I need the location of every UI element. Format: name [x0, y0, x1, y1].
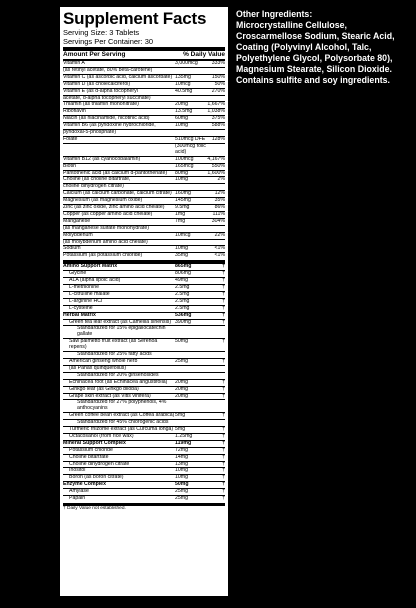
table-row — [63, 284, 225, 291]
table-row — [63, 163, 225, 170]
nutrient-daily-value: † — [222, 439, 225, 446]
nutrient-name: Boron (as boron citrate) — [69, 474, 124, 481]
nutrient-name: Standardized for 25% fatty acids — [77, 351, 152, 358]
nutrient-daily-value: † — [222, 290, 225, 297]
table-row — [63, 319, 225, 326]
nutrient-daily-value: † — [222, 263, 225, 270]
table-row — [63, 156, 225, 163]
nutrient-amount: 7mg — [175, 217, 186, 224]
nutrient-daily-value: 1,038% — [207, 108, 225, 115]
nutrient-amount: 40.5mg — [175, 87, 193, 94]
nutrient-daily-value — [207, 366, 225, 372]
table-row — [63, 419, 225, 426]
other-ingredients — [236, 9, 414, 86]
nutrient-name: Inositol — [69, 467, 86, 474]
nutrient-name: Standardized for 27% polyphenols, 4% anthocyanins — [77, 399, 167, 412]
nutrient-daily-value: † — [222, 311, 225, 318]
nutrient-amount: 9.5mg — [175, 204, 190, 211]
nutrient-daily-value: † — [222, 453, 225, 460]
nutrient-amount: 2.5mg — [175, 290, 190, 297]
nutrient-name: Biotin — [63, 162, 76, 169]
table-row — [63, 81, 225, 88]
table-row — [63, 225, 225, 232]
table-row — [63, 325, 225, 338]
nutrient-daily-value — [207, 68, 225, 74]
nutrient-daily-value — [207, 373, 225, 379]
nutrient-amount: 806mg — [175, 270, 191, 277]
table-row — [63, 136, 225, 143]
nutrient-amount: 10mg — [175, 474, 188, 481]
table-row — [63, 115, 225, 122]
nutrient-amount: 20mg — [175, 385, 188, 392]
nutrient-amount: 160mg — [175, 190, 191, 197]
table-row — [63, 60, 225, 67]
nutrient-name: Green tea leaf extract (as Camellia sinensis) — [69, 318, 172, 325]
table-row — [63, 305, 225, 312]
nutrient-name: (as manganese sulfate monohydrate) — [63, 224, 149, 231]
nutrient-daily-value: † — [222, 318, 225, 325]
nutrient-amount: 14mg — [175, 453, 188, 460]
table-row — [63, 338, 225, 351]
nutrient-daily-value: 50% — [214, 80, 225, 87]
nutrient-amount: 20mg — [175, 101, 188, 108]
nutrient-daily-value: 35% — [214, 197, 225, 204]
nutrient-amount: 72mg — [175, 446, 188, 453]
nutrient-daily-value: 375% — [211, 115, 225, 122]
nutrient-amount: 10mcg — [175, 80, 191, 87]
table-row — [63, 95, 225, 102]
nutrient-daily-value: 270% — [211, 87, 225, 94]
nutrient-name: (as retinyl acetate, 80% beta-carotene) — [63, 66, 153, 73]
footnote: † Daily Value not established. — [63, 503, 225, 512]
nutrient-daily-value: 2% — [217, 176, 225, 183]
nutrient-daily-value: † — [222, 432, 225, 439]
nutrient-daily-value: † — [222, 495, 225, 502]
table-row — [63, 474, 225, 481]
nutrient-name: Standardized for 45% chlorogenic acids — [77, 419, 169, 426]
table-row — [63, 433, 225, 440]
table-row — [63, 252, 225, 259]
table-row — [63, 393, 225, 400]
nutrient-name: Mineral Support Complex — [63, 439, 126, 446]
nutrient-daily-value: <1% — [214, 245, 225, 252]
column-header — [63, 51, 225, 60]
amount-per-serving-header: Amount Per Serving — [63, 51, 126, 58]
nutrient-name: Echinacea root (as Echinacea angustifolia) — [69, 378, 168, 385]
nutrient-daily-value: † — [222, 297, 225, 304]
table-row — [63, 277, 225, 284]
serving-size: Serving Size: 3 Tablets — [63, 28, 140, 37]
nutrient-name: Folate — [63, 135, 78, 142]
table-row — [63, 176, 225, 183]
nutrient-daily-value: † — [222, 338, 225, 345]
nutrient-amount: 100mcg — [175, 155, 194, 162]
nutrient-daily-value: † — [222, 481, 225, 488]
nutrient-name: Choline dihydrogen citrate — [69, 460, 130, 467]
nutrient-name: American ginseng whole herb — [69, 357, 138, 364]
nutrient-amount: 119mg — [175, 439, 192, 446]
nutrient-daily-value: 550% — [211, 162, 225, 169]
nutrient-name: Ginkgo leaf (as Ginkgo biloba) — [69, 385, 139, 392]
table-row — [63, 481, 225, 488]
nutrient-daily-value: 304% — [211, 217, 225, 224]
nutrient-daily-value — [207, 326, 225, 338]
nutrient-amount: 5mg — [175, 412, 186, 419]
table-row — [63, 108, 225, 115]
nutrient-daily-value: 1,600% — [207, 169, 225, 176]
nutrient-daily-value: † — [222, 378, 225, 385]
nutrient-name: Manganese — [63, 217, 91, 224]
nutrient-daily-value: † — [222, 392, 225, 399]
table-row — [63, 218, 225, 225]
nutrient-amount: 510mcg DFE — [175, 135, 206, 142]
nutrient-name: L-arginine HCl — [69, 297, 103, 304]
nutrient-amount — [175, 400, 207, 412]
nutrient-amount: 5mg — [175, 426, 186, 433]
table-row — [63, 440, 225, 447]
other-ingredients-heading: Other Ingredients: — [236, 9, 313, 19]
table-row — [63, 412, 225, 419]
other-ingredients-text: Microcrystalline Cellulose, Croscarmellose Sodium, Stearic Acid, Coating (Polyvinyl Alcohol, Talc, Polyethylene Glycol, Polysorbate 80), Magnesium Stearate, Silicon Dioxide. — [236, 20, 395, 74]
table-row — [63, 488, 225, 495]
nutrient-amount: 49mg — [175, 277, 188, 284]
nutrient-daily-value: † — [222, 277, 225, 284]
supplement-facts-panel — [60, 7, 228, 596]
nutrient-amount: 3,000mcg — [175, 60, 198, 66]
nutrient-amount: 2.5mg — [175, 284, 190, 290]
nutrient-amount — [175, 366, 207, 372]
nutrient-name: Vitamin E (as d-alpha tocopheryl — [63, 87, 138, 94]
nutrient-amount: 10mg — [175, 467, 188, 474]
table-row — [63, 461, 225, 468]
table-row — [63, 101, 225, 108]
nutrient-amount: 80mg — [175, 169, 188, 176]
nutrient-daily-value: † — [222, 385, 225, 392]
nutrient-name: Zinc (as zinc oxide, zinc amino acid chelate) — [63, 204, 165, 211]
nutrient-name: Choline bitartrate — [69, 453, 109, 460]
nutrient-name: Enzyme Complex — [63, 481, 106, 488]
nutrient-amount: 10mg — [175, 245, 188, 252]
servings-per-container: Servings Per Container: 30 — [63, 37, 154, 46]
table-row — [63, 211, 225, 218]
panel-title: Supplement Facts — [63, 9, 207, 28]
nutrient-name: Sodium — [63, 245, 81, 252]
nutrient-amount: 10mg — [175, 122, 188, 129]
nutrient-daily-value: † — [222, 488, 225, 495]
nutrient-name: Potassium (as potassium chloride) — [63, 252, 143, 259]
nutrient-daily-value: † — [222, 426, 225, 433]
nutrient-name: Vitamin A — [63, 60, 85, 66]
nutrient-amount: (300mcg folic acid) — [175, 142, 206, 155]
nutrient-name: Riboflavin — [63, 108, 86, 115]
nutrient-name: Octacosanol (from rice wax) — [69, 432, 134, 439]
table-row — [63, 495, 225, 502]
nutrient-name: Vitamin C (as ascorbic acid, calcium ascorbate) — [63, 73, 173, 80]
nutrient-name: Vitamin D (as cholecalciferol) — [63, 80, 131, 87]
nutrient-daily-value: 111% — [212, 210, 225, 217]
nutrient-name: Pantothenic acid (as calcium d-pantothenate) — [63, 169, 168, 176]
nutrient-amount — [175, 226, 207, 232]
nutrient-amount: 165mcg — [175, 162, 194, 169]
nutrient-amount: 50mg — [175, 481, 189, 488]
table-row — [63, 426, 225, 433]
nutrient-daily-value: 86% — [214, 204, 225, 211]
nutrient-name: Vitamin B6 (as pyridoxine hydrochloride, — [63, 122, 156, 129]
nutrient-daily-value: 12% — [214, 190, 225, 197]
blend-rows — [63, 263, 225, 502]
nutrient-amount — [175, 326, 207, 338]
table-row — [63, 372, 225, 379]
allergen-note: Contains sulfite and soy ingredients. — [236, 75, 390, 85]
nutrient-name: Amylase — [69, 488, 89, 495]
table-row — [63, 67, 225, 74]
nutrient-amount: 25mg — [175, 357, 188, 364]
nutrient-name: Papain — [69, 495, 86, 502]
nutrient-name: L-methionine — [69, 284, 99, 290]
nutrient-amount: 35mg — [175, 252, 188, 259]
table-row — [63, 270, 225, 277]
table-row — [63, 365, 225, 372]
nutrient-daily-value: † — [222, 446, 225, 453]
nutrient-name: Herbal Matrix — [63, 311, 96, 318]
nutrient-name: Molybdenum — [63, 231, 93, 238]
nutrient-amount: 145mg — [175, 197, 191, 204]
nutrient-name: Saw palmetto fruit extract (as Serenoa repens) — [69, 338, 158, 351]
table-row — [63, 447, 225, 454]
nutrient-name: pyridoxal-5-phosphate) — [63, 129, 117, 136]
nutrient-name: choline dihydrogen citrate) — [63, 183, 124, 190]
daily-value-header: % Daily Value — [183, 51, 225, 58]
nutrient-name: Green coffee bean extract (as Coffea arabica) — [69, 412, 175, 419]
table-row — [63, 122, 225, 129]
nutrient-name: Grape skin extract (as Vitis vinifera) — [69, 392, 151, 399]
nutrient-daily-value: 333% — [211, 60, 225, 66]
nutrient-name: Standardized for 15% epigallocatechin gallate — [77, 325, 166, 338]
nutrient-amount — [175, 68, 207, 74]
table-row — [63, 454, 225, 461]
nutrient-name: Niacin (as niacinamide, nicotinic acid) — [63, 115, 150, 122]
table-row — [63, 312, 225, 319]
nutrient-daily-value — [207, 144, 225, 156]
nutrient-amount: 390mg — [175, 318, 191, 325]
nutrient-daily-value: 1,667% — [207, 101, 225, 108]
nutrient-amount: 10mg — [175, 176, 188, 183]
nutrient-daily-value: 22% — [214, 231, 225, 238]
nutrient-name: L-cysteine — [69, 304, 93, 311]
nutrient-amount: 865mg — [175, 263, 192, 270]
table-row — [63, 358, 225, 365]
nutrient-name: acetate, d-alpha tocopheryl succinate) — [63, 94, 151, 101]
nutrient-amount: 1.25mg — [175, 432, 193, 439]
table-row — [63, 298, 225, 305]
nutrient-amount: 20mg — [175, 392, 188, 399]
table-row — [63, 143, 225, 156]
table-row — [63, 170, 225, 177]
nutrient-daily-value — [207, 226, 225, 232]
nutrient-amount: 25mg — [175, 495, 188, 502]
table-row — [63, 74, 225, 81]
table-row — [63, 379, 225, 386]
table-row — [63, 291, 225, 298]
nutrient-daily-value: 588% — [211, 122, 225, 129]
nutrient-name: ALA (alpha lipoic acid) — [69, 277, 121, 284]
nutrient-amount: 25mg — [175, 488, 188, 495]
nutrient-name: Glycine — [69, 270, 87, 277]
nutrient-rows — [63, 60, 225, 259]
nutrient-amount: 13mg — [175, 460, 188, 467]
nutrient-name — [63, 144, 175, 156]
nutrient-amount: 1mg — [175, 210, 186, 217]
nutrient-amount: 10mcg — [175, 231, 191, 238]
nutrient-amount — [175, 373, 207, 379]
nutrient-name: Thiamin (as thiamin mononitrate) — [63, 101, 139, 108]
nutrient-amount: 60mg — [175, 115, 188, 122]
table-row — [63, 129, 225, 136]
table-row — [63, 245, 225, 252]
nutrient-daily-value: † — [222, 412, 225, 419]
table-row — [63, 183, 225, 190]
nutrient-amount: 536mg — [175, 311, 192, 318]
nutrient-amount: 135mg — [175, 73, 191, 80]
nutrient-daily-value: † — [222, 467, 225, 474]
nutrient-name: (as Panax quinquefolius) — [69, 364, 127, 371]
table-row — [63, 197, 225, 204]
nutrient-daily-value: † — [222, 284, 225, 290]
nutrient-amount: 20mg — [175, 378, 188, 385]
nutrient-name: Turmeric rhizome extract (as Curcuma longa) — [69, 426, 174, 433]
nutrient-daily-value: † — [222, 304, 225, 311]
nutrient-name: Standardized for 20% ginsenosides — [77, 371, 159, 378]
nutrient-daily-value: 128% — [211, 135, 225, 142]
table-row — [63, 239, 225, 246]
nutrient-name: (as molybdenum amino acid chelate) — [63, 238, 148, 245]
nutrient-amount: 2.5mg — [175, 304, 190, 311]
table-row — [63, 386, 225, 393]
table-row — [63, 190, 225, 197]
table-row — [63, 263, 225, 270]
table-row — [63, 399, 225, 412]
nutrient-name: Vitamin B12 (as cyanocobalamin) — [63, 155, 141, 162]
table-row — [63, 351, 225, 358]
nutrient-daily-value: <1% — [214, 252, 225, 259]
nutrient-daily-value: 4,167% — [207, 155, 225, 162]
nutrient-name: Calcium (as calcium carbonate, calcium citrate) — [63, 190, 172, 197]
nutrient-daily-value: 150% — [211, 73, 225, 80]
nutrient-daily-value: † — [222, 357, 225, 364]
nutrient-amount: 2.5mg — [175, 297, 190, 304]
nutrient-daily-value: † — [222, 460, 225, 467]
nutrient-amount: 50mg — [175, 338, 188, 345]
table-row — [63, 232, 225, 239]
nutrient-amount: 13.5mg — [175, 108, 193, 115]
table-row — [63, 88, 225, 95]
nutrient-name: Choline (as choline bitartrate, — [63, 176, 131, 183]
nutrient-name: L-citrulline malate — [69, 290, 110, 297]
nutrient-name: Copper (as copper amino acid chelate) — [63, 210, 153, 217]
table-row — [63, 467, 225, 474]
nutrient-name: Amino Support Matrix — [63, 263, 118, 270]
nutrient-daily-value: † — [222, 474, 225, 481]
nutrient-daily-value — [207, 400, 225, 412]
nutrient-daily-value: † — [222, 270, 225, 277]
nutrient-name: Potassium chloride — [69, 446, 113, 453]
table-row — [63, 204, 225, 211]
nutrient-name: Magnesium (as magnesium oxide) — [63, 197, 143, 204]
